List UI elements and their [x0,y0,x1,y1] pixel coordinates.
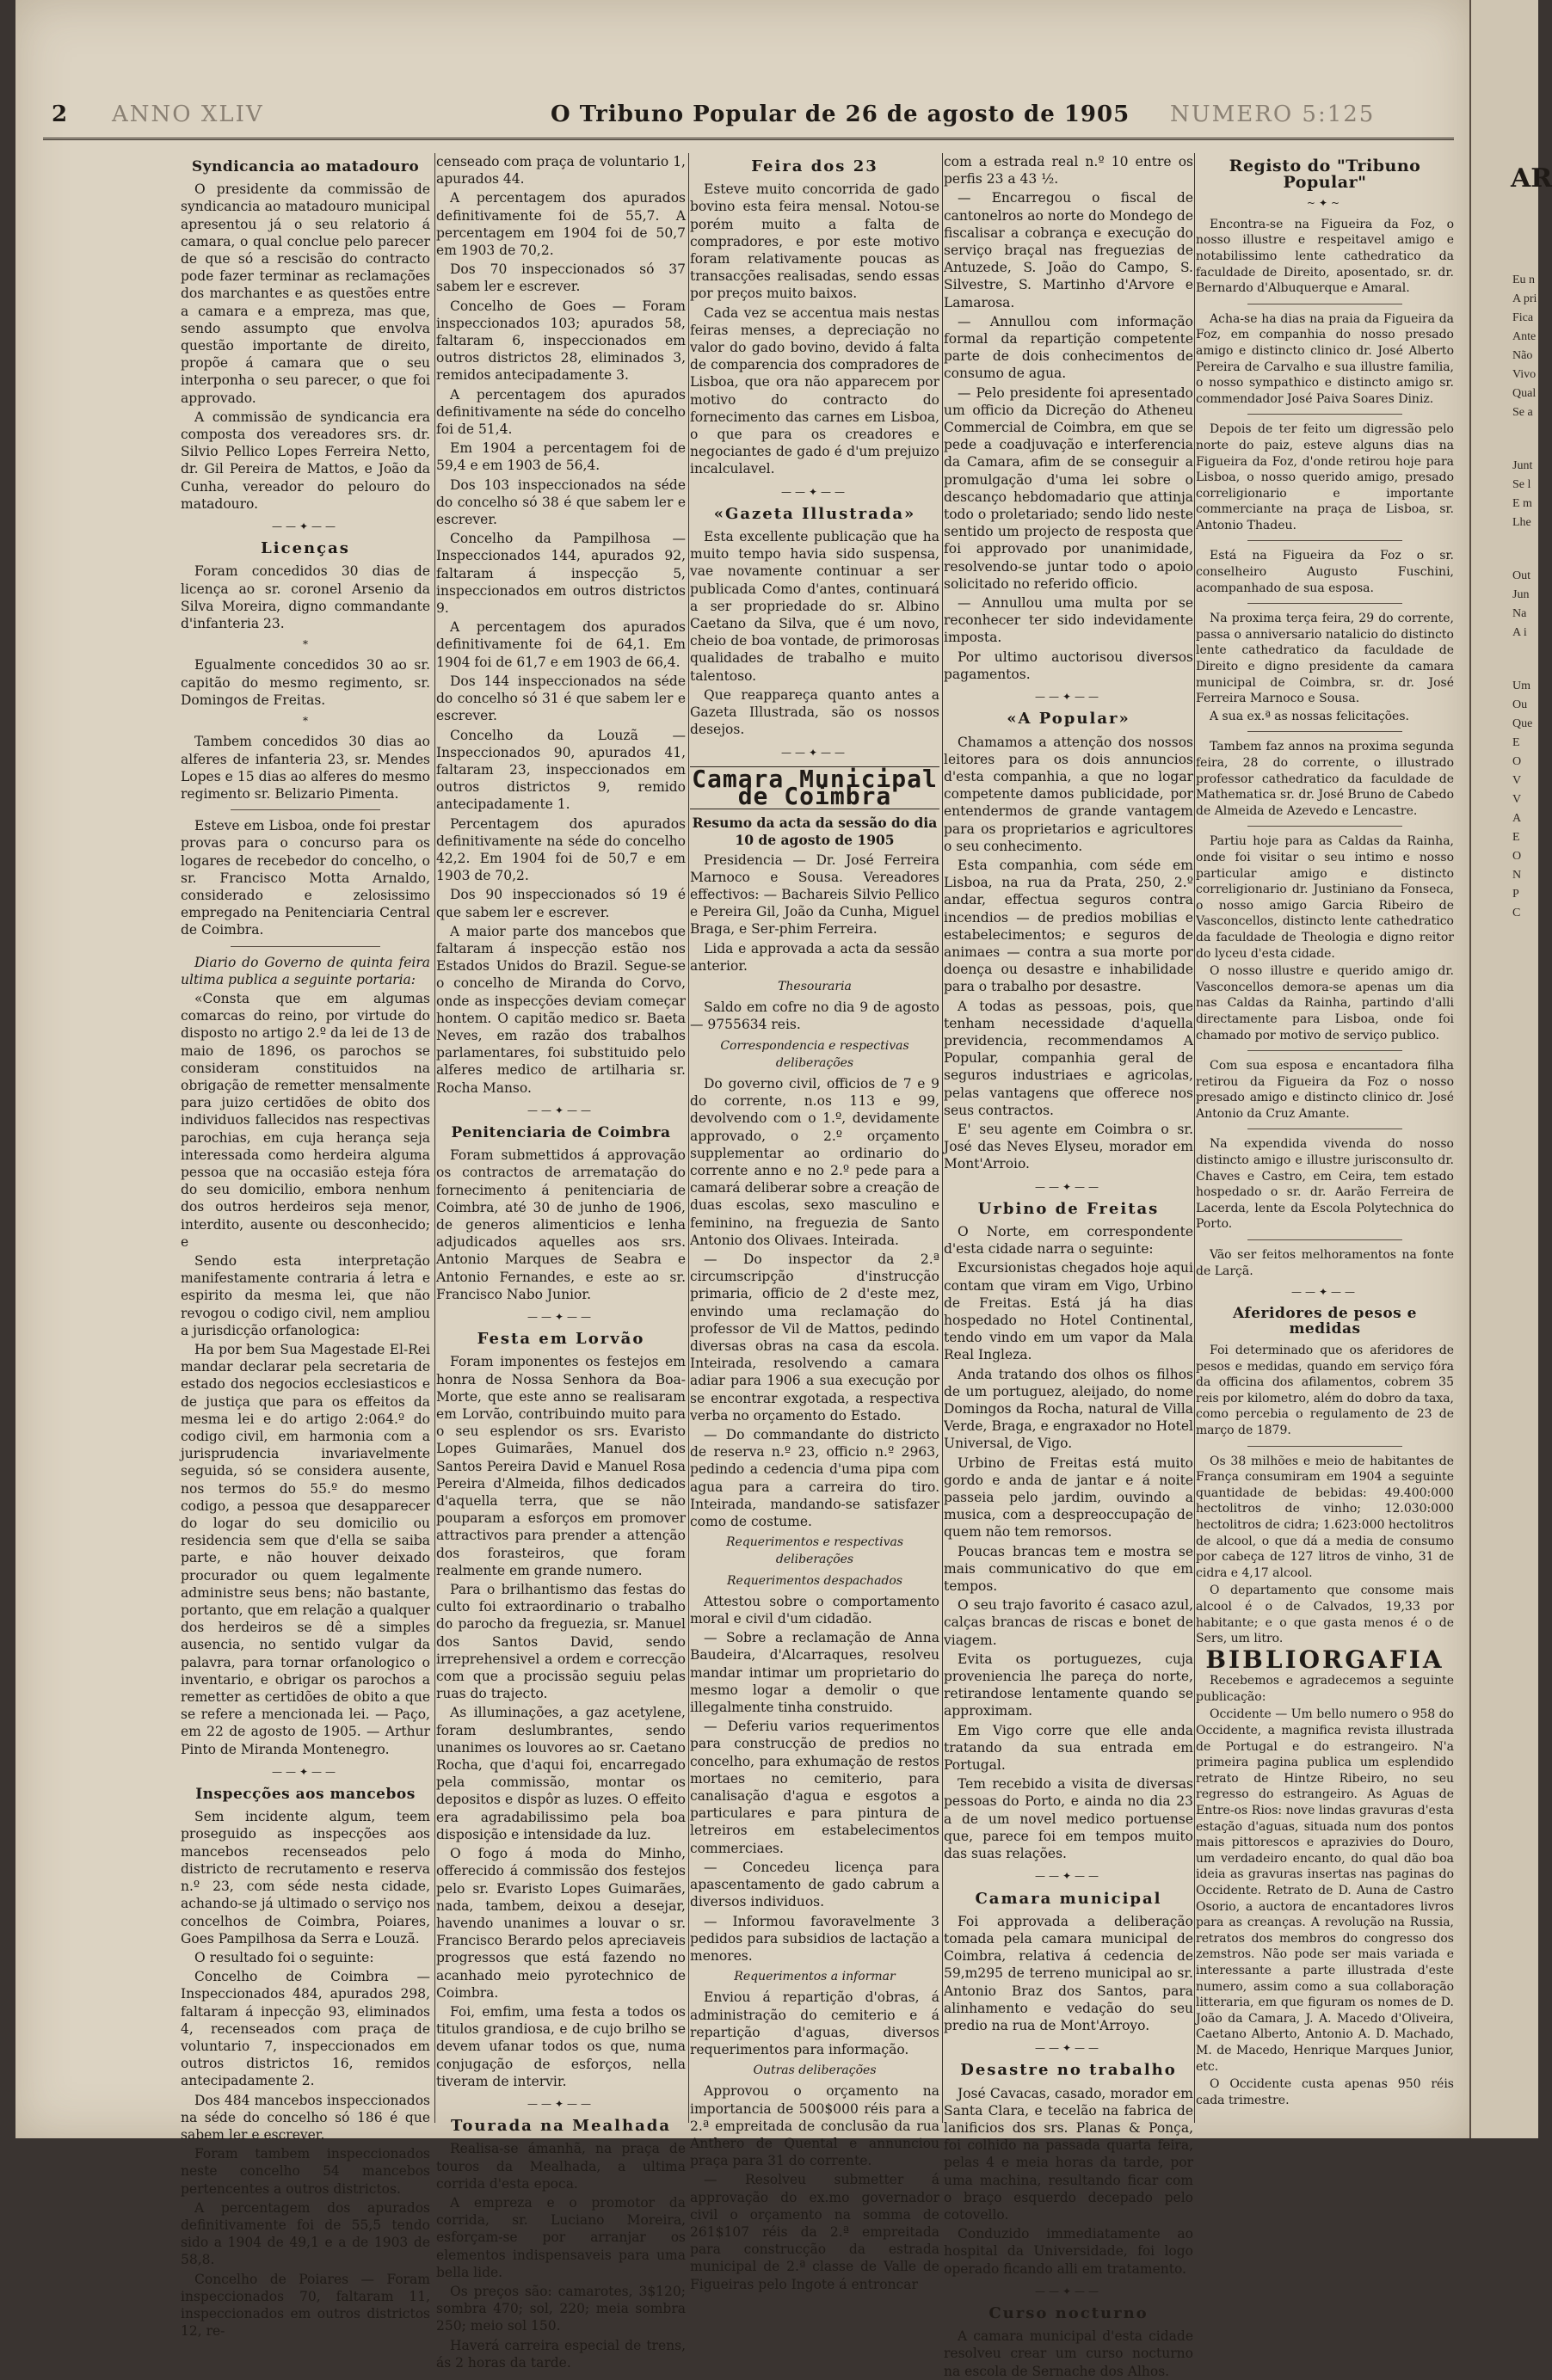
column-rule [942,153,943,2123]
heading-penitenciaria: Penitenciaria de Coimbra [451,1123,671,1141]
ornament: ——✦—— [1034,1870,1103,1883]
divider [1247,731,1402,732]
paragraph: Esta companhia, com séde em Lisboa, na rua da Prata, 250, 2.º andar, effectua seguros contra incendios — de predios mobilias e estabelecimentos; e seguros de animaes — contra a sua morte por doença ou desastre e inhabilidade para o trabalho por desastre. [944,857,1193,995]
adjacent-page-line: Se a [1512,406,1533,419]
paragraph: Egualmente concedidos 30 ao sr. capitão do mesmo regimento, sr. Domingos de Freitas. [181,657,430,708]
paragraph: Dos 144 inspeccionados na séde do concelho só 31 é que sabem ler e escrever. [436,673,686,724]
paragraph: Cada vez se accentua mais nestas feiras menses, a depreciação no valor do gado bovino, devido á falta de comparencia dos compradores de Lisboa, que ora não apparecem por motivo do contracto do fornecimento das carnes em Lisboa, o que para os creadores e negociantes de gado é d'um prejuizo incalculavel. [690,304,939,477]
adjacent-page-line: Um [1512,680,1530,692]
paragraph: «Consta que em algumas comarcas do reino, por virtude do disposto no artigo 2.º da lei de 13 de maio de 1896, os parochos se consideram constituidos na obrigação de remetter mensalmente para juizo certidões de obito dos individuos fallecidos nas respectivas parochias, em cuja herança seja interessada como herdeira alguma pessoa que na occasião esteja fóra do seu domicilio, embora nenhum dos outros herdeiros seja menor, interdito, ausente ou desconhecido; e [181,990,430,1250]
paragraph: Sem incidente algum, teem proseguido as inspecções aos mancebos recenseados pelo districto de recrutamento e reserva n.º 23, com séde nesta cidade, achando-se já ultimado o serviço nos concelhos de Coimbra, Poiares, Goes Pampilhosa da Serra e Louzã. [181,1809,430,1946]
column-2 [436,153,686,2371]
paragraph: Para o brilhantismo das festas do culto foi extraordinario o trabalho do parocho da freguezia, sr. Manuel dos Santos David, sendo irreprehensivel a ordem e correcção com que a procissão seguiu pelas ruas do trajecto. [436,1582,686,1702]
subheading-despachados: Requerimentos despachados [726,1573,903,1588]
paragraph: Presidencia — Dr. José Ferreira Marnoco e Sousa. Vereadores effectivos: — Bachareis Silvio Pellico e Pereira Gil, João da Cunha, Miguel Braga, e Ser-phim Ferreira. [690,852,939,938]
heading-desastre: Desastre no trabalho [960,2061,1177,2080]
adjacent-page-line: C [1512,907,1521,919]
column-3 [690,153,939,2292]
ornament: ——✦—— [527,1104,595,1116]
paragraph: Partiu hoje para as Caldas da Rainha, onde foi visitar o seu intimo e nosso particular amigo e distincto correligionario dr. Justiniano da Fonseca, o nosso amigo Garcia Ribeiro de Vasconcellos, distincto lente cathedratico da faculdade de Theologia e digno reitor do lyceu d'esta cidade. [1196,834,1454,961]
paragraph: Attestou sobre o comportamento moral e civil d'um cidadão. [690,1593,939,1627]
paragraph: A sua ex.ª as nossas felicitações. [1210,709,1409,723]
header-rule [43,138,1454,140]
paragraph: Lida e approvada a acta da sessão anterior. [690,940,939,974]
paragraph: A percentagem dos apurados definitivamente foi de 64,1. Em 1904 foi de 61,7 e em 1903 de 66,4. [436,619,686,670]
subheading-correspondencia: Correspondencia e respectivas deliberações [720,1038,909,1070]
session-summary: Resumo da acta da sessão do dia 10 de agosto de 1905 [692,815,938,849]
ornament: ——✦—— [780,746,849,759]
masthead-title: O Tribuno Popular de 26 de agosto de 1905 [551,101,1130,127]
heading-registo: Registo do "Tribuno Popular" [1229,157,1421,192]
paragraph: Os preços são: camarotes, 3$120; sombra 470; sol, 220; meia sombra 250; meio sol 150. [436,2283,686,2334]
adjacent-page-line: V [1512,793,1522,806]
paragraph: Foram tambem inspeccionados neste concelho 54 mancebos pertencentes a outros districtos. [181,2146,430,2197]
paragraph: Ha por bem Sua Magestade El-Rei mandar declarar pela secretaria de estado dos negocios ecclesiasticos e de justiça que para os effeitos da mesma lei e do artigo 2:064.º do codigo civil, em harmonia com a jurisprudencia invariavelmente seguida, só se considera ausente, nos termos do 55.º do mesmo codigo, a pessoa que desapparecer do logar do seu domicilio ou residencia sem que d'ella se saiba parte, e não houver deixado procurador ou quem legalmente administre seus bens; não bastante, portanto, que em relação a qualquer dos herdeiros se dê a simples ausencia, no sentido vulgar da palavra, para tornar orfanologico o inventario, e obrigar os parochos a remetter as certidões de obito a que se refere a mencionada lei. — Paço, em 22 de agosto de 1905. — Arthur Pinto de Miranda Montenegro. [181,1342,430,1757]
paragraph: Que reappareça quanto antes a Gazeta Illustrada, são os nossos desejos. [690,686,939,738]
adjacent-page-line: Que [1512,717,1533,730]
paragraph: Concelho da Pampilhosa — Inspeccionados 144, apurados 92, faltaram á inspecção 5, inspeccionados em outros districtos 9. [436,531,686,617]
paragraph: Tem recebido a visita de diversas pessoas do Porto, e ainda no dia 23 a de um novel medico portuense que, parece foi em tempos muito das suas relações. [944,1776,1193,1862]
ornament: ——✦—— [271,520,340,533]
divider [1247,540,1402,541]
adjacent-page-line: E m [1512,497,1532,510]
heading-gazeta: «Gazeta Illustrada» [713,504,916,523]
paragraph: O fogo á moda do Minho, offerecido á commissão dos festejos pelo sr. Evaristo Lopes Guimarães, nada, tambem, deixou a desejar, havendo unanimes a louvar o sr. Francisco Berardo pelos apreciaveis progressos que está fazendo no acanhado meio pyrotechnico de Coimbra. [436,1846,686,2001]
paragraph: A percentagem dos apurados definitivamente na séde do concelho foi de 51,4. [436,386,686,438]
ornament: ——✦—— [271,1765,340,1778]
heading-licencas: Licenças [261,539,350,558]
paragraph: A percentagem dos apurados definitivamente foi de 55,5 tendo sido a 1904 de 49,1 e a de 1903 de 58,8. [181,2199,430,2268]
ornament: ——✦—— [1034,2042,1103,2055]
paragraph: Depois de ter feito um digressão pelo norte do paiz, esteve alguns dias na Figueira da Foz, d'onde retirou hoje para Lisboa, o nosso querido amigo, presado correligionario e importante commerciante na praça de Lisboa, sr. Antonio Thadeu. [1196,422,1454,532]
paragraph: — Resolveu submetter á approvação do ex.mo governador civil o orçamento na somma de 261$107 réis da 2.ª empreitada para construcção da estrada municipal de 2.ª classe de Valle de Figueiras pelo Ingote á entroncar [690,2172,939,2292]
paragraph: Dos 70 inspeccionados só 37 sabem ler e escrever. [436,261,686,295]
paragraph: Excursionistas chegados hoje aqui contam que viram em Vigo, Urbino de Freitas. Está já ha dias hospedado no Hotel Continental, tendo vindo em um vapor da Mala Real Ingleza. [944,1260,1193,1363]
adjacent-page-line: Na [1512,607,1527,620]
paragraph: Concelho de Poiares — Foram inspeccionados 70, faltaram 11, inspeccionados em outros districtos 12, re- [181,2271,430,2340]
divider [1247,1446,1402,1447]
page-number: 2 [52,101,68,127]
adjacent-page-line: Vivo [1512,368,1537,381]
paragraph: Approvou o orçamento na importancia de 500$000 réis para a 2.ª empreitada de conclusão da rua Anthero de Quental e annunciou praça para 31 do corrente. [690,2083,939,2169]
adjacent-page-line: Fica [1512,311,1534,324]
adjacent-page-line: Junt [1512,459,1533,472]
paragraph: As illuminações, a gaz acetylene, foram deslumbrantes, sendo unanimes os louvores ao sr. Caetano Rocha, que d'aqui foi, encarregado pela commissão, montar os depositos e dispôr as luzes. O effeito era agradabilissimo pela boa disposição e intensidade da luz. [436,1705,686,1842]
paragraph: O departamento que consome mais alcool é o de Calvados, 19,33 por habitante; e o que gasta menos é o de Sers, um litro. [1196,1584,1454,1646]
paragraph: — Deferiu varios requerimentos para construcção de predios no concelho, para exhumação de restos mortaes no cemiterio, para canalisação d'agua e esgotos a particulares e para pintura de letreiros em estabelecimentos commerciaes. [690,1719,939,1856]
adjacent-page-line: Lhe [1512,516,1531,529]
adjacent-page-line: Jun [1512,588,1530,601]
paragraph: A maior parte dos mancebos que faltaram á inspecção estão nos Estados Unidos do Brazil. Segue-se o concelho de Miranda do Corvo, onde as inspecções deviam começar hontem. O capitão medico sr. Baeta Neves, em razão dos trabalhos parlamentares, foi substituido pelo alferes medico de artilharia sr. Rocha Manso. [436,923,686,1096]
paragraph: A commissão de syndicancia era composta dos vereadores srs. dr. Silvio Pellico Lopes Ferreira Netto, dr. Gil Pereira de Mattos, e João da Cunha, vereador do pelouro do matadouro. [181,409,430,512]
heading-festa-lorvao: Festa em Lorvão [477,1330,645,1349]
paragraph: Concelho de Goes — Foram inspeccionados 103; apurados 58, faltaram 6, inspeccionados em outros districtos 28, eliminados 3, remidos antecipadamente 3. [436,298,686,384]
column-5 [1196,153,1454,2123]
paragraph: — Sobre a reclamação de Anna Baudeira, d'Alcarraques, resolveu mandar intimar um proprietario do mesmo logar a demolir o que illegalmente tinha construido. [690,1630,939,1716]
adjacent-page-line: O [1512,755,1522,768]
paragraph: Em 1904 a percentagem foi de 59,4 e em 1903 de 56,4. [436,440,686,474]
column-rule [688,153,689,2123]
issue-year-label: ANNO XLIV [112,101,264,127]
paragraph: Foram imponentes os festejos em honra de Nossa Senhora da Boa-Morte, que este anno se realisaram em Lorvão, contribuindo muito para o seu esplendor os srs. Evaristo Lopes Guimarães, Manuel dos Santos Pereira David e Manuel Rosa Pereira d'Almeida, filhos dedicados d'aquella terra, que se não pouparam a esforços em promover attractivos para prender a attenção dos forasteiros, que foram realmente em grande numero. [436,1354,686,1578]
adjacent-page-line: A pri [1512,292,1537,305]
divider [231,946,380,947]
paragraph: Os 38 milhões e meio de habitantes de França consumiram em 1904 a seguinte quantidade de bebidas: 49.400:000 hectolitros de vinho; 12.030:000 hectolitros de cidra; 1.623:000 hectolitros de alcool, o que dá a media de consumo por cabeça de 127 litros de vinho, 31 de cidra e 4,17 alcool. [1196,1454,1454,1580]
paragraph: — Informou favoravelmente 3 pedidos para subsidios de lactação a menores. [690,1913,939,1964]
paragraph: A percentagem dos apurados definitivamente foi de 55,7. A percentagem em 1904 foi de 50,7 em 1903 de 70,2. [436,190,686,259]
divider [231,809,380,810]
ornament: ——✦—— [1034,1180,1103,1193]
paragraph: Conduzido immediatamente ao hospital da Universidade, foi logo operado ficando alli em tratamento. [944,2226,1193,2277]
adjacent-page-line: A [1512,812,1522,825]
adjacent-page-heading: AR [1511,163,1552,194]
paragraph: Poucas brancas tem e mostra se mais communicativo do que em tempos. [944,1543,1193,1595]
separator-star: * [303,638,308,651]
paragraph: Dos 484 mancebos inspeccionados na séde do concelho só 186 é que sabem ler e escrever. [181,2092,430,2143]
adjacent-page-lines [1471,271,1538,923]
paragraph: Foram submettidos á approvação os contractos de arrematação do fornecimento á penitenciaria de Coimbra, até 30 de junho de 1906, de generos alimenticios e lenha adjudicados aquelles aos srs. Antonio Marques de Seabra e Antonio Fernandes, e este ao sr. Francisco Nabo Junior. [436,1147,686,1302]
paragraph: Foi, emfim, uma festa a todos os titulos grandiosa, e de cujo brilho se devem ufanar todos os que, numa conjugação de esforços, nella tiveram de intervir. [436,2003,686,2089]
heading-camara-municipal-coimbra: Camara Municipal de Coimbra [690,766,939,809]
paragraph: — Do commandante do districto de reserva n.º 23, officio n.º 2963, pedindo a cedencia d'uma pipa com agua para a carreira do tiro. Inteirada, mandando-se satisfazer como de costume. [690,1427,939,1530]
paragraph: E' seu agente em Coimbra o sr. José das Neves Elyseu, morador em Mont'Arroio. [944,1121,1193,1172]
divider [1247,826,1402,827]
heading-aferidores: Aferidores de pesos e medidas [1233,1304,1417,1338]
heading-a-popular: «A Popular» [1007,710,1130,729]
ornament: ——✦—— [527,2097,595,2110]
adjacent-page-line: Out [1512,569,1530,582]
adjacent-page-edge [1469,0,1552,2138]
paragraph: José Cavacas, casado, morador em Santa Clara, e tecelão na fabrica de lanificios dos srs. Planas & Ponça, foi colhido na passada quarta feira, pelas 4 e meia horas da tarde, por uma machina, resultando ficar com o braço esquerdo decepado pelo cotovello. [944,2085,1193,2223]
adjacent-page-line: Ou [1512,698,1528,711]
paragraph: Anda tratando dos olhos os filhos de um portuguez, aleijado, do nome Domingos da Rocha, natural de Villa Verde, Braga, e engraxador no Hotel Universal, de Vigo. [944,1366,1193,1452]
paragraph: Acha-se ha dias na praia da Figueira da Foz, em companhia do nosso presado amigo e distincto clinico dr. José Alberto Pereira de Carvalho e sua illustre familia, o nosso sympathico e distincto amigo sr. commendador José Paiva Soares Diniz. [1196,311,1454,406]
heading-curso-nocturno: Curso nocturno [988,2303,1149,2322]
paragraph: — Annullou com informação formal da repartição competente parte de dois conhecimentos de consumo de agua. [944,313,1193,382]
heading-camara-municipal: Camara municipal [975,1889,1162,1908]
paragraph: Chamamos a attenção dos nossos leitores para os dois annuncios d'esta companhia, a que no logar competente damos publicidade, por entendermos de grande vantagem para os proprietarios e agricultores o seu conhecimento. [944,734,1193,854]
adjacent-page-line: A i [1512,626,1527,639]
heading-bibliografia: BIBLIORGAFIA [1205,1645,1444,1674]
paragraph: O Occidente custa apenas 950 réis cada trimestre. [1196,2077,1454,2107]
paragraph: A camara municipal d'esta cidade resolveu crear um curso nocturno na escola de Sernache dos Alhos. [944,2328,1193,2379]
paragraph: O Norte, em correspondente d'esta cidade narra o seguinte: [944,1223,1193,1258]
paragraph: Evita os portuguezes, cuja proveniencia lhe pareça do norte, retirandose lentamente quando se approximam. [944,1651,1193,1719]
paragraph: Vão ser feitos melhoramentos na fonte de Larçã. [1196,1248,1454,1278]
paragraph: Do governo civil, officios de 7 e 9 do corrente, n.os 113 e 99, devolvendo com o 1.º, devidamente approvado, o 2.º orçamento supplementar ao ordinario do corrente anno e no 2.º pede para a camará deliberar sobre a creação de duas escolas, sexo masculino e feminino, na freguezia de Santo Antonio dos Olivaes. Inteirada. [690,1075,939,1248]
paragraph: Recebemos e agradecemos a seguinte publicação: [1196,1674,1454,1704]
ornament: ——✦—— [780,485,849,498]
heading-feira: Feira dos 23 [751,157,878,175]
adjacent-page-line: E [1512,831,1520,844]
paragraph: — Pelo presidente foi apresentado um officio da Dicreção do Atheneu Commercial de Coimbra, em que se pede a coadjuvação e interferencia da Camara, afim de se conseguir a promulgação d'uma lei sobre o descanço hebdomadario que attinja todo o proletariado; sendo lido neste sentido um projecto de resposta que foi approvado por unanimidade, resolvendo-se juntar todo o apoio solicitado no referido officio. [944,384,1193,592]
paragraph: Esteve em Lisboa, onde foi prestar provas para o concurso para os logares de recebedor do concelho, o sr. Francisco Motta Arnaldo, considerado e zelosissimo empregado na Penitenciaria Central de Coimbra. [181,818,430,938]
paragraph: Percentagem dos apurados definitivamente na séde do concelho 42,2. Em 1904 foi de 50,7 e em 1903 de 70,2. [436,815,686,884]
paragraph: — Do inspector da 2.ª circumscripção d'instrucção primaria, officio de 2 d'este mez, envindo uma reclamação do professor de Vil de Mattos, pedindo diversas obras na casa da escola. Inteirada, resolvendo a camara adiar para 1906 a sua execução por se encontrar exgotada, a respectiva verba no orçamento do Estado. [690,1251,939,1424]
paragraph: Está na Figueira da Foz o sr. conselheiro Augusto Fuschini, acompanhado de sua esposa. [1196,549,1454,595]
paragraph: Por ultimo auctorisou diversos pagamentos. [944,649,1193,682]
paragraph: Esta excellente publicação que ha muito tempo havia sido suspensa, vae novamente continuar a ser publicada Como d'antes, continuará a ser propriedade do sr. Albino Caetano da Silva, que é um novo, cheio de boa vontade, de primorosas qualidades de trabalho e muito talentoso. [690,529,939,684]
paragraph: Encontra-se na Figueira da Foz, o nosso illustre e respeitavel amigo e notabilissimo lente cathedratico da faculdade de Direito, aposentado, sr. dr. Bernardo d'Albuquerque e Amaral. [1196,217,1454,296]
paragraph: Foram concedidos 30 dias de licença ao sr. coronel Arsenio da Silva Moreira, digno commandante d'infanteria 23. [181,563,430,632]
column-4 [944,153,1193,2379]
paragraph: A todas as pessoas, pois, que tenham necessidade d'aquella previdencia, recommendamos A Popular, companhia geral de seguros industriaes e agricolas, pelas vantagens que offerece nos seus contractos. [944,998,1193,1118]
adjacent-page-line: Eu n [1512,274,1536,286]
subheading-requerimentos: Requerimentos e respectivas deliberações [725,1535,904,1567]
paragraph: Urbino de Freitas está muito gordo e anda de jantar e á noite passeia pelo jardim, ouvindo a musica, com a despreoccupação de quem não tem remorsos. [944,1454,1193,1541]
ornament: ——✦—— [1290,1286,1359,1299]
ornament: ——✦—— [1034,2285,1103,2297]
subheading-outras: Outras deliberações [753,2063,877,2078]
paragraph: Tambem faz annos na proxima segunda feira, 28 do corrente, o illustrado professor cathedratico da faculdade de Mathematica sr. dr. José Bruno de Cabedo de Almeida de Azevedo e Lencastre. [1196,740,1454,818]
paragraph: Esteve muito concorrida de gado bovino esta feira mensal. Notou-se porém muito a falta de compradores, e por este motivo foram relativamente poucas as transacções realisadas, sendo essas por preços muito baixos. [690,181,939,302]
paragraph: Em Vigo corre que elle anda tratando da sua entrada em Portugal. [944,1722,1193,1774]
divider [1247,603,1402,604]
paragraph: Diario do Governo de quinta feira ultima publica a seguinte portaria: [181,954,430,987]
paragraph: Saldo em cofre no dia 9 de agosto — 9755634 reis. [690,999,939,1033]
heading-inspeccoes: Inspecções aos mancebos [195,1786,416,1804]
heading-syndicancia: Syndicancia ao matadouro [191,158,420,175]
heading-urbino: Urbino de Freitas [977,1199,1160,1218]
paragraph: censeado com praça de voluntario 1, apurados 44. [436,154,686,188]
adjacent-page-line: V [1512,774,1522,787]
adjacent-page-line: Qual [1512,387,1537,400]
divider [1247,414,1402,415]
subheading-thesouraria: Thesouraria [778,979,852,993]
paragraph: A empreza e o promotor da corrida, sr. Luciano Moreira, esforçam-se por arranjar os elementos indispensaveis para uma bella lide. [436,2194,686,2280]
paragraph: com a estrada real n.º 10 entre os perfis 23 a 43 ½. [944,154,1193,188]
ornament: ——✦—— [527,1311,595,1323]
heading-tourada: Tourada na Mealhada [451,2117,671,2136]
adjacent-page-line: E [1512,736,1520,749]
paragraph: Enviou á repartição d'obras, á administração do cemiterio e á repartição d'aguas, diversos requerimentos para informação. [690,1989,939,2057]
paragraph: Na expendida vivenda do nosso distincto amigo e illustre jurisconsulto dr. Chaves e Castro, em Ceira, tem estado hospedado o sr. dr. Aarão Ferreira de Lacerda, lente da Escola Polytechnica do Porto. [1196,1137,1454,1232]
adjacent-page-line: O [1512,850,1522,863]
ornament: ~✦~ [1306,197,1344,210]
paragraph: — Encarregou o fiscal de cantonelros ao norte do Mondego de fiscalisar a cobrança e execução do serviço braçal nas freguezias de Antuzede, S. João do Campo, S. Silvestre, S. Martinho d'Arvore e Lamarosa. [944,190,1193,311]
adjacent-page-line: Não [1512,349,1533,362]
paragraph: Foi approvada a deliberação tomada pela camara municipal de Coimbra, relativa á cedencia de 59,m295 de terreno municipal ao sr. Antonio Braz dos Santos, para alinhamento e vedação do seu predio na rua de Mont'Arroyo. [944,1913,1193,2033]
subheading-a-informar: Requerimentos a informar [734,1970,896,1984]
paragraph: Dos 90 inspeccionados só 19 é que sabem ler e escrever. [436,887,686,920]
paragraph: Concelho de Coimbra — Inspeccionados 484, apurados 298, faltaram á inpecção 93, eliminados 4, recenseados com praça de voluntario 7, inspeccionados em outros districtos 16, remidos antecipadamente 2. [181,1969,430,2089]
paragraph: Com sua esposa e encantadora filha retirou da Figueira da Foz o nosso presado amigo e distincto clinico dr. José Antonio da Cruz Amante. [1196,1059,1454,1121]
paragraph: O seu trajo favorito é casaco azul, calças brancas de riscas e bonet de viagem. [944,1597,1193,1648]
paragraph: — Annullou uma multa por se reconhecer ter sido indevidamente imposta. [944,595,1193,646]
adjacent-page-line: P [1512,888,1519,901]
separator-star: * [303,715,308,728]
ornament: ——✦—— [1034,691,1103,704]
paragraph: Realisa-se ámanhã, na praça de touros da Mealhada, a ultima corrida d'esta epoca. [436,2141,686,2192]
issue-number: NUMERO 5:125 [1170,101,1376,127]
paragraph: Occidente — Um bello numero o 958 do Occidente, a magnifica revista illustrada de Portugal e do estrangeiro. N'a primeira pagina publica um esplendido retrato de Hintze Ribeiro, no seu regresso do estrangeiro. As Aguas de Entre-os Rios: nove lindas gravuras d'esta estação d'aguas, situada num dos pontos mais pittorescos e aprazivies do Douro, um verdadeiro encanto, do qual dão boa ideia as gravuras insertas nas paginas do Occidente. Retrato de D. Auna de Castro Osorio, a auctora de encantadores livros para as creanças. A revolução na Russia, retratos dos membros do congresso dos zemstros. Não pode ser mais variada e interessante a parte illustrada d'este numero, assim como a sua collaboração litteraria, em que figuram os nomes de D. João da Camara, J. A. Macedo d'Oliveira, Caetano Alberto, Antonio A. D. Machado, M. de Macedo, Henrique Marques Junior, etc. [1196,1707,1454,2074]
paragraph: Sendo esta interpretação manifestamente contraria á letra e espirito da mesma lei, que não revogou o codigo civil, nem ampliou a jurisdicção orfanologica: [181,1252,430,1338]
adjacent-page-line: Se l [1512,478,1531,491]
paragraph: Na proxima terça feira, 29 do corrente, passa o anniversario natalicio do distincto lente cathedratico da faculdade de Direito e digno presidente da camara municipal de Coimbra, sr. dr. José Ferreira Marnoco e Sousa. [1196,612,1454,706]
divider [1247,1239,1402,1240]
paragraph: O resultado foi o seguinte: [194,1949,374,1965]
paragraph: Tambem concedidos 30 dias ao alferes de infanteria 23, sr. Mendes Lopes e 15 dias ao alferes do mesmo regimento sr. Belizario Pimenta. [181,734,430,802]
paragraph: Haverá carreira especial de trens, ás 2 horas da tarde. [436,2337,686,2371]
adjacent-page-line: N [1512,869,1522,882]
column-rule [434,153,435,2123]
paragraph: O presidente da commissão de syndicancia ao matadouro municipal apresentou já o seu relatorio á camara, o qual conclue pelo parecer de que só a rescisão do contracto pode fazer terminar as reclamações dos marchantes e as questões entre a camara e a empreza, mas que, sendo assumpto que envolva questão importante de direito, propõe á camara que o seu interponha o seu parecer, o que foi approvado. [181,181,430,406]
paragraph: O nosso illustre e querido amigo dr. Vasconcellos demora-se apenas um dia nas Caldas da Rainha, partindo d'alli directamente para Lisboa, onde foi chamado por motivo de serviço publico. [1196,964,1454,1042]
paragraph: — Concedeu licença para apascentamento de gado cabrum a diversos individuos. [690,1859,939,1910]
paragraph: Foi determinado que os aferidores de pesos e medidas, quando em serviço fóra da officina dos afilamentos, cobrem 35 reis por kilometro, além do dobro da taxa, como percebia o regulamento de 23 de março de 1879. [1196,1344,1454,1437]
column-1 [181,153,430,2340]
adjacent-page-line: Ante [1512,330,1537,343]
paragraph: Dos 103 inspeccionados na séde do concelho só 38 é que sabem ler e escrever. [436,477,686,528]
column-rule [1194,153,1195,2123]
paragraph: Concelho da Louzã — Inspeccionados 90, apurados 41, faltaram 23, inspeccionados em outros districtos 9, remido antecipadamente 1. [436,727,686,813]
divider [1247,1050,1402,1051]
